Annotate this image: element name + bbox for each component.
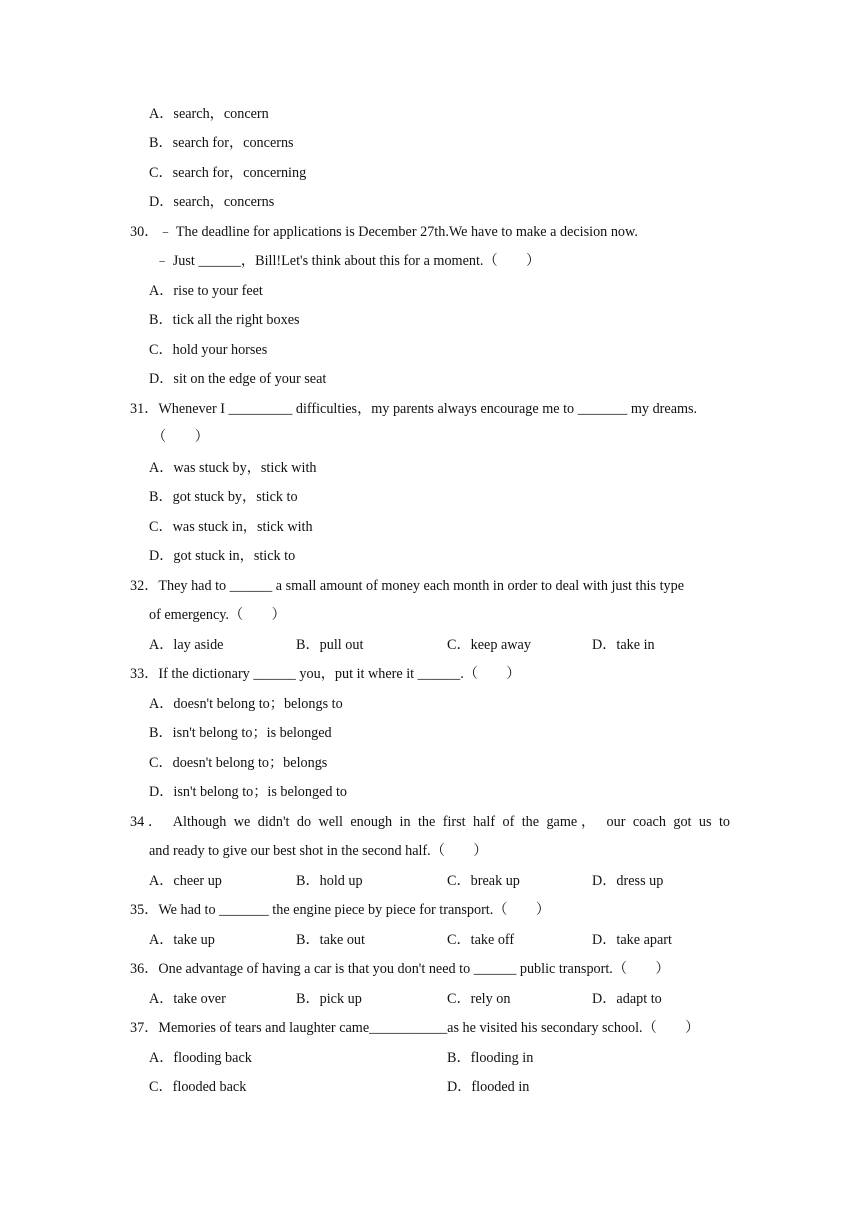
q34-option-c: C．break up (447, 873, 520, 889)
q37-option-b: B．flooding in (447, 1050, 534, 1066)
q30-stem: 30．﹣ The deadline for applications is December 27th.We have to make a decision now. (130, 224, 638, 240)
q32-option-b: B．pull out (296, 637, 364, 653)
q37-option-a: A．flooding back (149, 1050, 252, 1066)
q36-option-a: A．take over (149, 991, 226, 1007)
q33-option-a: A．doesn't belong to；belongs to (149, 696, 343, 712)
q29-option-b: B．search for，concerns (149, 135, 294, 151)
q30-option-b: B．tick all the right boxes (149, 312, 300, 328)
q31-option-d: D．got stuck in，stick to (149, 548, 296, 564)
q37-option-d: D．flooded in (447, 1079, 530, 1095)
q34-option-d: D．dress up (592, 873, 664, 889)
q32-option-a: A．lay aside (149, 637, 224, 653)
q33-option-d: D．isn't belong to；is belonged to (149, 784, 348, 800)
q36-option-c: C．rely on (447, 991, 511, 1007)
q29-option-d: D．search，concerns (149, 194, 275, 210)
q35-stem: 35．We had to _______ the engine piece by piece for transport.（ ） (130, 902, 551, 918)
q31-stem-line2: （ ） (152, 429, 209, 445)
q36-option-d: D．adapt to (592, 991, 662, 1007)
q32-option-c: C．keep away (447, 637, 531, 653)
q33-stem: 33．If the dictionary ______ you，put it where it ______.（ ） (130, 666, 521, 682)
q31-option-c: C．was stuck in，stick with (149, 519, 313, 535)
q32-stem: 32．They had to ______ a small amount of money each month in order to deal with just this type (130, 578, 684, 594)
q35-option-c: C．take off (447, 932, 515, 948)
q35-option-b: B．take out (296, 932, 365, 948)
q32-stem-line2: of emergency.（ ） (149, 607, 286, 623)
q31-option-b: B．got stuck by，stick to (149, 489, 298, 505)
q30-option-a: A．rise to your feet (149, 283, 263, 299)
q36-option-b: B．pick up (296, 991, 362, 1007)
q29-option-a: A．search，concern (149, 106, 269, 122)
q37-stem: 37．Memories of tears and laughter came___________as he visited his secondary school.（ ） (130, 1020, 700, 1036)
q29-option-c: C．search for，concerning (149, 165, 307, 181)
q33-option-b: B．isn't belong to；is belonged (149, 725, 332, 741)
q31-stem: 31．Whenever I _________ difficulties，my parents always encourage me to _______ my dreams. (130, 401, 698, 417)
q34-option-a: A．cheer up (149, 873, 222, 889)
q30-option-d: D．sit on the edge of your seat (149, 371, 327, 387)
q34-stem: 34． Although we didn't do well enough in the first half of the game， our coach got us to (130, 814, 730, 830)
q30-stem-line2: ﹣ Just ______，Bill!Let's think about this for a moment.（ ） (155, 253, 541, 269)
q33-option-c: C．doesn't belong to；belongs (149, 755, 328, 771)
q36-stem: 36．One advantage of having a car is that you don't need to ______ public transport.（ ） (130, 961, 670, 977)
q35-option-d: D．take apart (592, 932, 672, 948)
q37-option-c: C．flooded back (149, 1079, 247, 1095)
q30-option-c: C．hold your horses (149, 342, 268, 358)
q31-option-a: A．was stuck by，stick with (149, 460, 317, 476)
q37-options-row2 (149, 1078, 749, 1132)
q34-stem-line2: and ready to give our best shot in the second half.（ ） (149, 843, 488, 859)
q32-option-d: D．take in (592, 637, 655, 653)
q34-option-b: B．hold up (296, 873, 363, 889)
q35-option-a: A．take up (149, 932, 215, 948)
